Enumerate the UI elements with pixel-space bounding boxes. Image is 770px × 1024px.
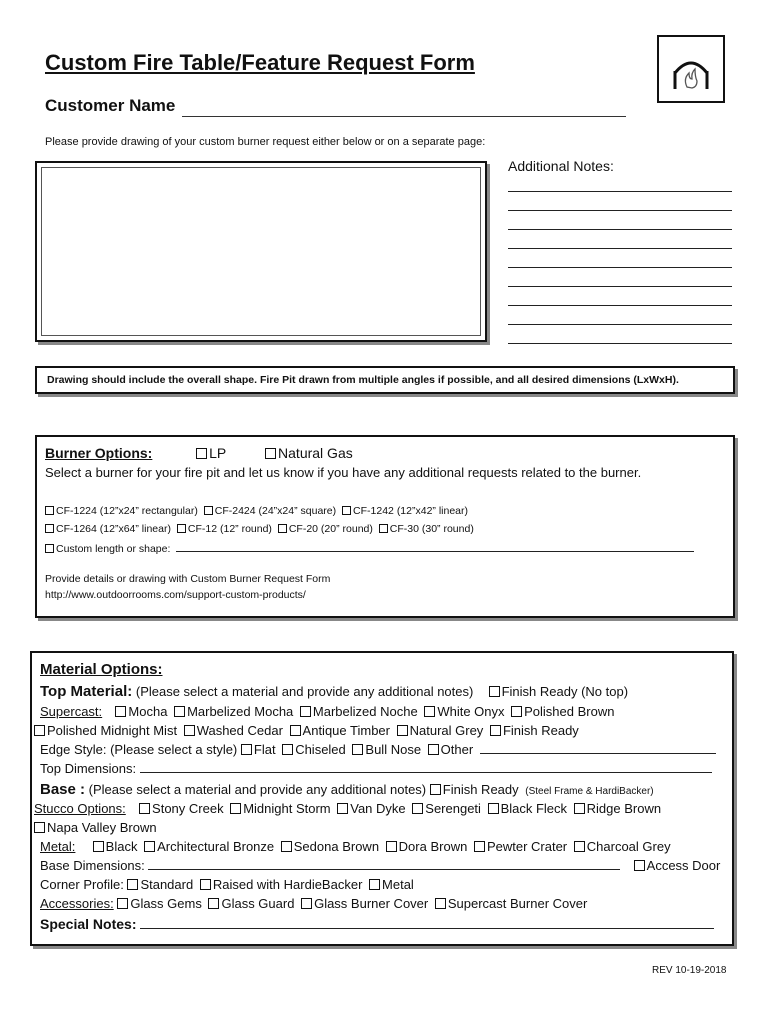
top-dimensions-label: Top Dimensions: bbox=[40, 761, 137, 776]
material-options-heading: Material Options: bbox=[40, 661, 163, 678]
notes-line[interactable] bbox=[508, 305, 732, 306]
corner-standard-checkbox[interactable]: Standard bbox=[127, 877, 193, 892]
burner-instruction: Select a burner for your fire pit and let us know if you have any additional requests related to the burner. bbox=[45, 465, 642, 480]
base-dimensions-field[interactable] bbox=[148, 859, 620, 870]
burner-model-row-1 bbox=[45, 505, 471, 517]
base-dimensions-row bbox=[40, 858, 723, 873]
fire-arch-logo-icon bbox=[657, 35, 725, 103]
top-finish-ready-no-top-checkbox[interactable]: Finish Ready (No top) bbox=[489, 684, 628, 699]
corner-profile-row bbox=[40, 877, 417, 892]
edge-flat-checkbox[interactable]: Flat bbox=[241, 742, 276, 757]
material-options-panel bbox=[30, 651, 734, 946]
base-row bbox=[40, 781, 654, 798]
burner-cf-20-checkbox[interactable]: CF-20 (20” round) bbox=[278, 523, 373, 535]
supercast-row-1 bbox=[40, 704, 617, 719]
special-notes-field[interactable] bbox=[140, 918, 714, 929]
base-dimensions-label: Base Dimensions: bbox=[40, 858, 145, 873]
burner-cf-2424-checkbox[interactable]: CF-2424 (24”x24” square) bbox=[204, 505, 336, 517]
stucco-stony-creek-checkbox[interactable]: Stony Creek bbox=[139, 801, 224, 816]
stucco-black-fleck-checkbox[interactable]: Black Fleck bbox=[488, 801, 567, 816]
supercast-polished-brown-checkbox[interactable]: Polished Brown bbox=[511, 704, 614, 719]
corner-profile-label: Corner Profile: bbox=[40, 877, 124, 892]
supercast-marbelized-mocha-checkbox[interactable]: Marbelized Mocha bbox=[174, 704, 293, 719]
edge-bull-nose-checkbox[interactable]: Bull Nose bbox=[352, 742, 421, 757]
base-finish-note: (Steel Frame & HardiBacker) bbox=[525, 786, 654, 797]
burner-cf-1242-checkbox[interactable]: CF-1242 (12”x42” linear) bbox=[342, 505, 468, 517]
accessory-glass-burner-cover-checkbox[interactable]: Glass Burner Cover bbox=[301, 896, 428, 911]
revision-label: REV 10-19-2018 bbox=[652, 965, 727, 976]
customer-name-label: Customer Name bbox=[45, 96, 176, 115]
accessories-label: Accessories: bbox=[40, 896, 114, 911]
intro-text: Please provide drawing of your custom burner request either below or on a separate page: bbox=[45, 136, 486, 148]
burner-heading-row bbox=[45, 445, 356, 461]
additional-notes-label: Additional Notes: bbox=[508, 158, 614, 174]
metal-black-checkbox[interactable]: Black bbox=[93, 839, 138, 854]
drawing-area[interactable] bbox=[35, 161, 487, 342]
top-dimensions-field[interactable] bbox=[140, 762, 712, 773]
supercast-mocha-checkbox[interactable]: Mocha bbox=[115, 704, 167, 719]
supercast-label: Supercast: bbox=[40, 704, 103, 719]
stucco-midnight-storm-checkbox[interactable]: Midnight Storm bbox=[230, 801, 330, 816]
drawing-instructions-banner: Drawing should include the overall shape. Fire Pit drawn from multiple angles if possible, and all desired dimensions (LxWxH). bbox=[35, 366, 735, 394]
supercast-marbelized-noche-checkbox[interactable]: Marbelized Noche bbox=[300, 704, 418, 719]
accessories-row bbox=[40, 896, 590, 911]
stucco-row-2 bbox=[34, 820, 160, 835]
access-door-checkbox[interactable]: Access Door bbox=[634, 858, 721, 873]
special-notes-row bbox=[40, 916, 714, 932]
metal-pewter-crater-checkbox[interactable]: Pewter Crater bbox=[474, 839, 567, 854]
supercast-white-onyx-checkbox[interactable]: White Onyx bbox=[424, 704, 504, 719]
edge-chiseled-checkbox[interactable]: Chiseled bbox=[282, 742, 346, 757]
supercast-finish-ready-checkbox[interactable]: Finish Ready bbox=[490, 723, 579, 738]
stucco-van-dyke-checkbox[interactable]: Van Dyke bbox=[337, 801, 405, 816]
burner-cf-1264-checkbox[interactable]: CF-1264 (12”x64” linear) bbox=[45, 523, 171, 535]
metal-architectural-bronze-checkbox[interactable]: Architectural Bronze bbox=[144, 839, 274, 854]
edge-other-field[interactable] bbox=[480, 743, 716, 754]
notes-line[interactable] bbox=[508, 248, 732, 249]
supercast-row-2 bbox=[34, 723, 582, 738]
burner-model-row-2 bbox=[45, 523, 477, 535]
notes-line[interactable] bbox=[508, 286, 732, 287]
burner-cf-1224-checkbox[interactable]: CF-1224 (12”x24” rectangular) bbox=[45, 505, 198, 517]
notes-line[interactable] bbox=[508, 267, 732, 268]
stucco-napa-valley-brown-checkbox[interactable]: Napa Valley Brown bbox=[34, 820, 157, 835]
metal-charcoal-grey-checkbox[interactable]: Charcoal Grey bbox=[574, 839, 671, 854]
supercast-natural-grey-checkbox[interactable]: Natural Grey bbox=[397, 723, 484, 738]
stucco-row-1 bbox=[34, 801, 664, 816]
top-material-row bbox=[40, 683, 631, 700]
notes-line[interactable] bbox=[508, 191, 732, 192]
burner-options-panel bbox=[35, 435, 735, 618]
metal-dora-brown-checkbox[interactable]: Dora Brown bbox=[386, 839, 468, 854]
notes-line[interactable] bbox=[508, 324, 732, 325]
stucco-ridge-brown-checkbox[interactable]: Ridge Brown bbox=[574, 801, 661, 816]
top-dimensions-row bbox=[40, 761, 712, 776]
burner-cf-12-checkbox[interactable]: CF-12 (12” round) bbox=[177, 523, 272, 535]
stucco-label: Stucco Options: bbox=[34, 801, 126, 816]
metal-sedona-brown-checkbox[interactable]: Sedona Brown bbox=[281, 839, 379, 854]
notes-line[interactable] bbox=[508, 229, 732, 230]
burner-options-heading: Burner Options: bbox=[45, 445, 153, 461]
form-title: Custom Fire Table/Feature Request Form bbox=[45, 50, 475, 75]
drawing-area-inner-frame bbox=[41, 167, 481, 336]
accessory-supercast-burner-cover-checkbox[interactable]: Supercast Burner Cover bbox=[435, 896, 587, 911]
burner-custom-field[interactable] bbox=[176, 541, 694, 552]
base-label: Base : bbox=[40, 781, 86, 798]
corner-raised-hardiebacker-checkbox[interactable]: Raised with HardieBacker bbox=[200, 877, 363, 892]
supercast-washed-cedar-checkbox[interactable]: Washed Cedar bbox=[184, 723, 283, 738]
accessory-glass-guard-checkbox[interactable]: Glass Guard bbox=[208, 896, 294, 911]
edge-other-checkbox[interactable]: Other bbox=[428, 742, 474, 757]
edge-style-row bbox=[40, 742, 716, 757]
fuel-lp-checkbox[interactable]: LP bbox=[196, 445, 226, 461]
base-instruction: (Please select a material and provide any additional notes) bbox=[88, 782, 427, 797]
burner-cf-30-checkbox[interactable]: CF-30 (30” round) bbox=[379, 523, 474, 535]
special-notes-label: Special Notes: bbox=[40, 916, 137, 932]
customer-name-field[interactable] bbox=[182, 116, 626, 117]
accessory-glass-gems-checkbox[interactable]: Glass Gems bbox=[117, 896, 202, 911]
notes-line[interactable] bbox=[508, 210, 732, 211]
burner-custom-checkbox[interactable]: Custom length or shape: bbox=[45, 543, 170, 555]
edge-style-label: Edge Style: (Please select a style) bbox=[40, 742, 238, 757]
top-material-instruction: (Please select a material and provide any additional notes) bbox=[135, 684, 474, 699]
burner-details-note: Provide details or drawing with Custom Burner Request Form bbox=[45, 573, 331, 585]
metal-label: Metal: bbox=[40, 839, 76, 854]
corner-metal-checkbox[interactable]: Metal bbox=[369, 877, 414, 892]
notes-line[interactable] bbox=[508, 343, 732, 344]
supercast-antique-timber-checkbox[interactable]: Antique Timber bbox=[290, 723, 390, 738]
metal-row bbox=[40, 839, 674, 854]
base-finish-ready-checkbox[interactable]: Finish Ready bbox=[430, 782, 519, 797]
top-material-label: Top Material: bbox=[40, 683, 133, 700]
supercast-polished-midnight-mist-checkbox[interactable]: Polished Midnight Mist bbox=[34, 723, 177, 738]
burner-form-link[interactable]: http://www.outdoorrooms.com/support-custom-products/ bbox=[45, 589, 306, 601]
stucco-serengeti-checkbox[interactable]: Serengeti bbox=[412, 801, 481, 816]
burner-custom-row bbox=[45, 541, 694, 555]
fuel-natural-gas-checkbox[interactable]: Natural Gas bbox=[265, 445, 353, 461]
